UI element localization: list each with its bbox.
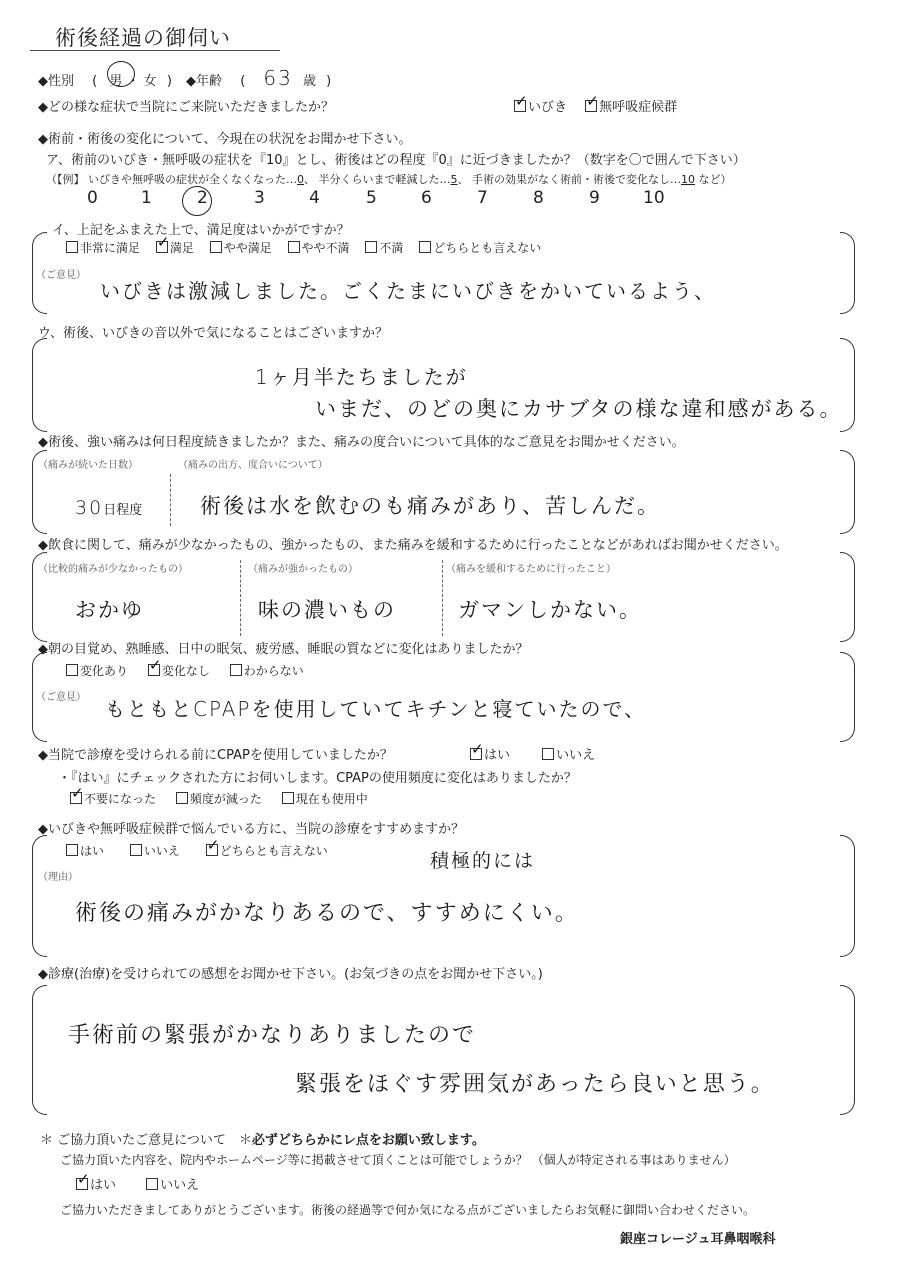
- food-col2-label: （痛みが強かったもの）: [248, 564, 358, 575]
- food-col1-answer[interactable]: おかゆ: [75, 598, 144, 622]
- opinion-label: （ご意見）: [36, 692, 86, 703]
- recommend-answer[interactable]: 術後の痛みがかなりあるので、すすめにくい。: [75, 901, 579, 926]
- clinic-name: 銀座コレージュ耳鼻咽喉科: [620, 1232, 776, 1247]
- impression-answer-line2[interactable]: 緊張をほぐす雰囲気があったら良いと思う。: [295, 1072, 775, 1097]
- checkbox-somewhat-unsatisfied[interactable]: [288, 241, 300, 253]
- rating-option-0[interactable]: 0: [87, 188, 98, 208]
- rating-option-9[interactable]: 9: [589, 188, 600, 208]
- bracket-right: [840, 552, 855, 642]
- column-divider: [170, 474, 171, 526]
- cpap-sub-options: ✓不要になった 頻度が減った 現在も使用中: [70, 790, 368, 807]
- symptom-question: ◆どの様な症状で当院にご来院いただきましたか？: [38, 100, 334, 115]
- option-snoring-label: いびき: [528, 100, 568, 115]
- checkbox-no-change[interactable]: [148, 664, 160, 676]
- rating-option-2[interactable]: 2: [197, 188, 208, 208]
- checkbox-cpap-yes[interactable]: [470, 748, 482, 760]
- pain-detail-label: （痛みの出方、度合いについて）: [178, 460, 328, 471]
- age-unit: 歳: [303, 74, 317, 89]
- consent-options: ✓はい いいえ: [76, 1174, 199, 1193]
- gender-female[interactable]: 女: [143, 74, 157, 89]
- rating-option-8[interactable]: 8: [533, 188, 544, 208]
- page-title: 術後経過の御伺い: [55, 26, 231, 50]
- column-divider: [240, 560, 241, 636]
- checkbox-neither[interactable]: [419, 241, 431, 253]
- checkbox-still-using[interactable]: [282, 792, 294, 804]
- checkbox-recommend-neither[interactable]: [206, 844, 218, 856]
- recommend-header: ◆いびきや無呼吸症候群で悩んでいる方に、当院の診療をすすめますか？: [38, 822, 465, 837]
- food-col3-answer[interactable]: ガマンしかない。: [458, 598, 642, 622]
- rating-option-1[interactable]: 1: [141, 188, 152, 208]
- rating-option-6[interactable]: 6: [421, 188, 432, 208]
- cpap-sub-question: ・『はい』にチェックされた方にお伺いします。CPAPの使用頻度に変化はありましたか？: [58, 771, 577, 786]
- checkbox-apnea[interactable]: [585, 100, 597, 112]
- separator-dot: ・: [126, 74, 140, 89]
- pain-days: [75, 497, 142, 519]
- age-value[interactable]: 63: [263, 66, 293, 90]
- bracket-left: [32, 835, 47, 957]
- morning-answer[interactable]: もともとCPAPを使用していてキチンと寝ていたので、: [105, 697, 647, 721]
- other-answer-line2[interactable]: いまだ、のどの奥にカサブタの様な違和感がある。: [315, 397, 843, 421]
- consent-question: ご協力頂いた内容を、院内やホームページ等に掲載させて頂くことは可能でしょうか？ （個人が特定される事はありません）: [60, 1153, 736, 1167]
- checkbox-unsatisfied[interactable]: [365, 241, 377, 253]
- impression-answer-line1[interactable]: 手術前の緊張がかなりありましたので: [68, 1023, 477, 1048]
- checkbox-consent-yes[interactable]: [76, 1178, 88, 1190]
- thanks-message: ご協力いただきましてありがとうございます。術後の経過等で何か気になる点がございましたらお気軽に御問い合わせください。: [60, 1203, 756, 1217]
- pain-days-label: （痛みが続いた日数）: [38, 460, 138, 471]
- paren-open: (: [92, 74, 98, 89]
- checkbox-changed[interactable]: [66, 664, 78, 676]
- paren-close: ): [166, 74, 172, 89]
- satisfaction-header: イ、上記をふまえた上で、満足度はいかがですか？: [52, 223, 350, 238]
- satisfaction-answer[interactable]: いびきは激減しました。ごくたまにいびきをかいているよう、: [100, 279, 716, 303]
- title-underline: [30, 50, 280, 51]
- other-header: ウ、術後、いびきの音以外で気になることはございますか？: [38, 326, 388, 341]
- rating-option-3[interactable]: 3: [254, 188, 265, 208]
- opinion-label: （ご意見）: [36, 270, 86, 281]
- age-paren-close: ): [326, 74, 332, 89]
- checkbox-very-satisfied[interactable]: [66, 241, 78, 253]
- checkbox-not-needed[interactable]: [70, 792, 82, 804]
- cpap-header: ◆当院で診療を受けられる前にCPAPを使用していましたか？: [38, 748, 393, 763]
- male-circle-mark: [107, 61, 135, 87]
- change-question-a: ア、術前のいびき・無呼吸の症状を『10』とし、術後はどの程度『0』に近づきましたか？（数字を〇で囲んで下さい）: [46, 153, 746, 168]
- rating-option-7[interactable]: 7: [477, 188, 488, 208]
- cpap-options: ✓ はい いいえ: [470, 744, 595, 763]
- recommend-answer-top[interactable]: 積極的には: [430, 850, 536, 872]
- checkbox-satisfied[interactable]: [156, 241, 168, 253]
- pain-days-unit: 日程度: [103, 503, 143, 518]
- reason-label: （理由）: [38, 872, 78, 883]
- checkbox-consent-no[interactable]: [146, 1178, 158, 1190]
- bracket-right: [840, 652, 855, 742]
- other-answer-line1[interactable]: 1ヶ月半たちましたが: [255, 365, 468, 389]
- pain-header: ◆術後、強い痛みは何日程度続きましたか？また、痛みの度合いについて具体的なご意見をお聞かせください。: [38, 435, 685, 450]
- rating-option-5[interactable]: 5: [366, 188, 377, 208]
- food-col2-answer[interactable]: 味の濃いもの: [258, 598, 396, 622]
- consent-note: ＊ ご協力頂いたご意見について ＊: [40, 1133, 252, 1148]
- pain-days-value[interactable]: 30: [75, 497, 104, 519]
- bracket-left: [32, 985, 47, 1115]
- option-apnea-label: 無呼吸症候群: [599, 100, 678, 115]
- checkbox-cpap-no[interactable]: [542, 748, 554, 760]
- age-paren-open: (: [240, 74, 246, 89]
- bracket-left: [32, 338, 47, 432]
- change-example: （【例】 いびきや無呼吸の症状が全くなくなった…0、 半分くらいまで軽減した…5、 手術の効果がなく術前・術後で変化なし…10 など）: [46, 173, 732, 186]
- pain-detail-answer[interactable]: 術後は水を飲むのも痛みがあり、苦しんだ。: [200, 494, 660, 518]
- column-divider: [442, 560, 443, 636]
- satisfaction-options: 非常に満足 ✓ 満足 やや満足 やや不満 不満 どちらとも言えない: [66, 239, 541, 256]
- change-header: ◆術前・術後の変化について、今現在の状況をお聞かせ下さい。: [38, 132, 412, 147]
- checkbox-less-frequent[interactable]: [176, 792, 188, 804]
- bracket-right: [840, 835, 855, 957]
- consent-instruction: 必ずどちらかにレ点をお願い致します。: [251, 1133, 485, 1148]
- checkbox-somewhat-satisfied[interactable]: [210, 241, 222, 253]
- rating-option-4[interactable]: 4: [309, 188, 320, 208]
- checkbox-snoring[interactable]: [514, 100, 526, 112]
- morning-header: ◆朝の目覚め、熟睡感、日中の眠気、疲労感、睡眠の質などに変化はありましたか？: [38, 642, 529, 657]
- bracket-right: [840, 985, 855, 1115]
- gender-row: [38, 66, 331, 90]
- gender-label: ◆性別: [38, 74, 74, 89]
- checkbox-recommend-no[interactable]: [130, 844, 142, 856]
- checkbox-unknown[interactable]: [230, 664, 242, 676]
- recommend-options: はい いいえ ✓ どちらとも言えない: [66, 842, 328, 859]
- checkbox-recommend-yes[interactable]: [66, 844, 78, 856]
- consent-title: [40, 1129, 485, 1148]
- bracket-right: [840, 232, 855, 314]
- selected-rating-circle: [182, 186, 212, 216]
- gender-male[interactable]: 男: [109, 74, 123, 89]
- symptom-options: [514, 96, 677, 115]
- food-header: ◆飲食に関して、痛みが少なかったもの、強かったもの、また痛みを緩和するために行ったことなどがあればお聞かせください。: [38, 538, 788, 553]
- age-label: ◆年齢: [186, 74, 223, 89]
- food-col3-label: （痛みを緩和するために行ったこと）: [446, 564, 616, 575]
- impression-header: ◆診療(治療)を受けられての感想をお聞かせ下さい。(お気づきの点をお聞かせ下さい。): [38, 967, 543, 982]
- food-col1-label: （比較的痛みが少なかったもの）: [38, 564, 188, 575]
- rating-option-10[interactable]: 10: [643, 188, 665, 208]
- morning-options: 変化あり ✓ 変化なし わからない: [66, 662, 304, 679]
- bracket-right: [840, 450, 855, 534]
